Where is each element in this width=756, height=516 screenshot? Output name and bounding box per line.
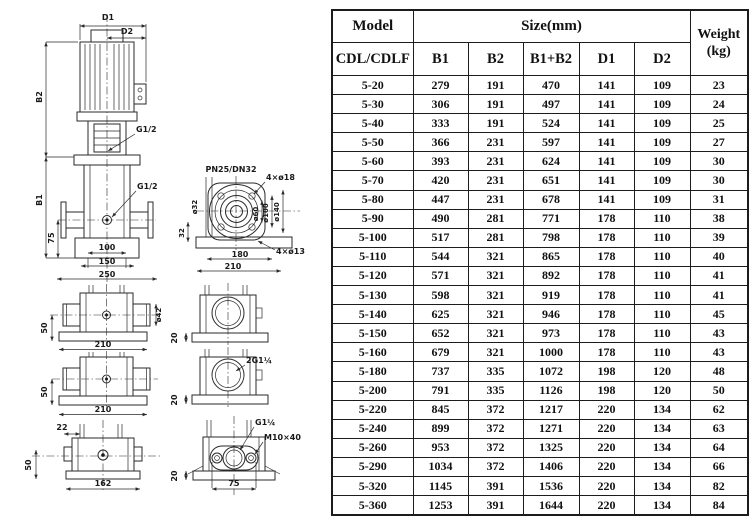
value-cell: 678 [523,190,579,209]
flange-dia100: ø100 [262,203,270,223]
value-cell: 109 [634,133,690,152]
dim-d-20: 20 [170,332,179,344]
flange-bolts-bottom: 4×ø13 [276,247,305,256]
value-cell: 1253 [413,496,468,516]
base-side-view-a [40,284,163,350]
value-cell: 220 [579,419,634,438]
value-cell: 497 [523,95,579,114]
value-cell: 120 [634,362,690,381]
model-cell: 5-180 [332,362,413,381]
value-cell: 598 [413,286,468,305]
model-cell: 5-70 [332,171,413,190]
base-side-view-c [24,420,160,492]
value-cell: 39 [690,228,748,247]
table-row [332,419,748,438]
value-cell: 178 [579,286,634,305]
value-cell: 1034 [413,457,468,476]
value-cell: 845 [413,400,468,419]
value-cell: 470 [523,76,579,95]
value-cell: 1145 [413,476,468,495]
col-header-d2: D2 [634,43,690,76]
table-row [332,190,748,209]
col-header-b2: B2 [468,43,523,76]
weight-unit: (kg) [706,44,731,59]
value-cell: 25 [690,114,748,133]
value-cell: 31 [690,190,748,209]
value-cell: 231 [468,190,523,209]
value-cell: 84 [690,496,748,516]
table-row [332,305,748,324]
table-row [332,496,748,516]
value-cell: 447 [413,190,468,209]
value-cell: 109 [634,171,690,190]
table-row [332,324,748,343]
value-cell: 544 [413,247,468,266]
value-cell: 651 [523,171,579,190]
value-cell: 178 [579,343,634,362]
model-cell: 5-240 [332,419,413,438]
spec-table-body [332,76,748,516]
value-cell: 231 [468,171,523,190]
model-cell: 5-90 [332,209,413,228]
model-cell: 5-320 [332,476,413,495]
value-cell: 110 [634,305,690,324]
model-cell: 5-30 [332,95,413,114]
table-row [332,114,748,133]
value-cell: 134 [634,438,690,457]
value-cell: 335 [468,362,523,381]
value-cell: 391 [468,476,523,495]
model-cell: 5-150 [332,324,413,343]
header-row-1 [332,10,748,43]
value-cell: 335 [468,381,523,400]
flange-detail-view [178,165,305,271]
value-cell: 30 [690,152,748,171]
value-cell: 372 [468,400,523,419]
value-cell: 40 [690,247,748,266]
value-cell: 178 [579,209,634,228]
flange-dim32: 32 [178,228,186,238]
value-cell: 946 [523,305,579,324]
table-row [332,286,748,305]
value-cell: 1406 [523,457,579,476]
model-cell: 5-160 [332,343,413,362]
dim-b1: B1 [35,194,44,206]
value-cell: 366 [413,133,468,152]
spec-table-container [331,9,749,516]
value-cell: 220 [579,476,634,495]
dim-100: 100 [98,243,116,252]
value-cell: 30 [690,171,748,190]
model-cell: 5-260 [332,438,413,457]
value-cell: 178 [579,266,634,285]
value-cell: 110 [634,343,690,362]
col-header-b1b2: B1+B2 [523,43,579,76]
flange-dim210: 210 [224,262,242,271]
header-row-2 [332,43,748,76]
table-row [332,152,748,171]
flange-dia32: ø32 [191,199,199,215]
value-cell: 1000 [523,343,579,362]
value-cell: 220 [579,438,634,457]
value-cell: 1536 [523,476,579,495]
value-cell: 191 [468,95,523,114]
dim-c-162: 162 [94,479,112,488]
value-cell: 652 [413,324,468,343]
dim-a-210: 210 [94,340,112,349]
flange-dim180: 180 [231,250,249,259]
table-row [332,381,748,400]
dim-d2: D2 [120,27,134,36]
label-e-thread: 2G1¼ [246,356,272,365]
value-cell: 597 [523,133,579,152]
value-cell: 321 [468,305,523,324]
value-cell: 1072 [523,362,579,381]
pump-elevation-view [35,13,158,282]
value-cell: 279 [413,76,468,95]
value-cell: 372 [468,457,523,476]
dim-150: 150 [98,257,116,266]
model-cell: 5-130 [332,286,413,305]
value-cell: 178 [579,324,634,343]
value-cell: 306 [413,95,468,114]
value-cell: 82 [690,476,748,495]
oval-flange-view-f [170,416,301,495]
label-f-bolt: M10×40 [264,433,301,442]
pump-technical-drawing [0,0,332,500]
value-cell: 1325 [523,438,579,457]
value-cell: 1271 [523,419,579,438]
value-cell: 141 [579,95,634,114]
value-cell: 134 [634,496,690,516]
value-cell: 109 [634,190,690,209]
dim-e-20: 20 [170,394,179,406]
value-cell: 41 [690,266,748,285]
value-cell: 134 [634,400,690,419]
value-cell: 23 [690,76,748,95]
value-cell: 24 [690,95,748,114]
flange-title: PN25/DN32 [205,165,257,174]
value-cell: 220 [579,400,634,419]
table-row [332,400,748,419]
dim-b2: B2 [35,91,44,103]
value-cell: 41 [690,286,748,305]
dim-d1: D1 [101,13,115,22]
value-cell: 571 [413,266,468,285]
dim-75: 75 [47,232,56,244]
port-view-e [170,347,272,407]
value-cell: 220 [579,496,634,516]
value-cell: 134 [634,457,690,476]
value-cell: 178 [579,247,634,266]
value-cell: 109 [634,76,690,95]
value-cell: 973 [523,324,579,343]
value-cell: 191 [468,114,523,133]
value-cell: 66 [690,457,748,476]
value-cell: 198 [579,362,634,381]
dim-c-22: 22 [56,423,68,432]
value-cell: 625 [413,305,468,324]
value-cell: 953 [413,438,468,457]
col-header-model-series: CDL/CDLF [332,43,413,76]
value-cell: 490 [413,209,468,228]
model-cell: 5-200 [332,381,413,400]
label-g12-top: G1/2 [136,125,157,134]
dim-b-210: 210 [94,405,112,414]
value-cell: 43 [690,324,748,343]
table-row [332,209,748,228]
model-cell: 5-110 [332,247,413,266]
model-cell: 5-100 [332,228,413,247]
value-cell: 48 [690,362,748,381]
value-cell: 892 [523,266,579,285]
flange-dia60: ø60 [252,206,260,222]
table-row [332,266,748,285]
value-cell: 624 [523,152,579,171]
value-cell: 737 [413,362,468,381]
value-cell: 110 [634,228,690,247]
label-f-thread: G1¼ [255,418,276,427]
value-cell: 679 [413,343,468,362]
flange-bolts-top: 4×ø18 [266,173,295,182]
model-cell: 5-120 [332,266,413,285]
value-cell: 38 [690,209,748,228]
dim-b-50: 50 [40,386,49,398]
value-cell: 141 [579,171,634,190]
value-cell: 771 [523,209,579,228]
value-cell: 109 [634,95,690,114]
value-cell: 281 [468,209,523,228]
model-cell: 5-40 [332,114,413,133]
table-row [332,228,748,247]
value-cell: 420 [413,171,468,190]
value-cell: 64 [690,438,748,457]
port-view-d [170,283,268,345]
value-cell: 1644 [523,496,579,516]
table-row [332,362,748,381]
value-cell: 62 [690,400,748,419]
value-cell: 110 [634,209,690,228]
table-row [332,247,748,266]
value-cell: 372 [468,419,523,438]
col-header-size: Size(mm) [413,10,690,43]
value-cell: 141 [579,114,634,133]
value-cell: 178 [579,305,634,324]
dim-a-50: 50 [40,322,49,334]
value-cell: 524 [523,114,579,133]
dim-c-50: 50 [24,459,33,471]
value-cell: 110 [634,324,690,343]
value-cell: 141 [579,76,634,95]
value-cell: 281 [468,228,523,247]
value-cell: 321 [468,266,523,285]
table-row [332,457,748,476]
value-cell: 391 [468,496,523,516]
value-cell: 141 [579,133,634,152]
model-cell: 5-360 [332,496,413,516]
model-cell: 5-140 [332,305,413,324]
value-cell: 919 [523,286,579,305]
value-cell: 45 [690,305,748,324]
value-cell: 63 [690,419,748,438]
value-cell: 198 [579,381,634,400]
value-cell: 321 [468,247,523,266]
value-cell: 321 [468,343,523,362]
dim-f-75: 75 [228,479,240,488]
col-header-d1: D1 [579,43,634,76]
model-cell: 5-220 [332,400,413,419]
table-row [332,476,748,495]
col-header-b1: B1 [413,43,468,76]
table-row [332,438,748,457]
base-side-view-b [40,351,158,415]
value-cell: 134 [634,476,690,495]
value-cell: 178 [579,228,634,247]
value-cell: 372 [468,438,523,457]
value-cell: 517 [413,228,468,247]
model-cell: 5-60 [332,152,413,171]
value-cell: 141 [579,152,634,171]
model-cell: 5-290 [332,457,413,476]
value-cell: 43 [690,343,748,362]
dim-a-dia42: ø42 [155,307,163,323]
value-cell: 231 [468,152,523,171]
spec-table [331,9,749,516]
value-cell: 109 [634,152,690,171]
value-cell: 110 [634,247,690,266]
value-cell: 141 [579,190,634,209]
value-cell: 321 [468,324,523,343]
value-cell: 109 [634,114,690,133]
table-row [332,133,748,152]
value-cell: 791 [413,381,468,400]
terminal-box [134,84,146,104]
flange-dia140: ø140 [273,202,281,222]
table-row [332,171,748,190]
value-cell: 899 [413,419,468,438]
col-header-model: Model [332,10,413,43]
value-cell: 50 [690,381,748,400]
value-cell: 120 [634,381,690,400]
value-cell: 27 [690,133,748,152]
value-cell: 110 [634,266,690,285]
value-cell: 321 [468,286,523,305]
weight-label: Weight [697,26,741,42]
value-cell: 798 [523,228,579,247]
table-row [332,76,748,95]
value-cell: 1126 [523,381,579,400]
table-row [332,95,748,114]
value-cell: 333 [413,114,468,133]
value-cell: 1217 [523,400,579,419]
value-cell: 231 [468,133,523,152]
dim-250: 250 [98,270,116,279]
value-cell: 110 [634,286,690,305]
label-g12-side: G1/2 [137,182,158,191]
value-cell: 134 [634,419,690,438]
value-cell: 220 [579,457,634,476]
value-cell: 865 [523,247,579,266]
value-cell: 191 [468,76,523,95]
model-cell: 5-80 [332,190,413,209]
value-cell: 393 [413,152,468,171]
model-cell: 5-20 [332,76,413,95]
table-row [332,343,748,362]
model-cell: 5-50 [332,133,413,152]
col-header-weight [690,10,748,76]
dim-f-20: 20 [170,470,179,482]
